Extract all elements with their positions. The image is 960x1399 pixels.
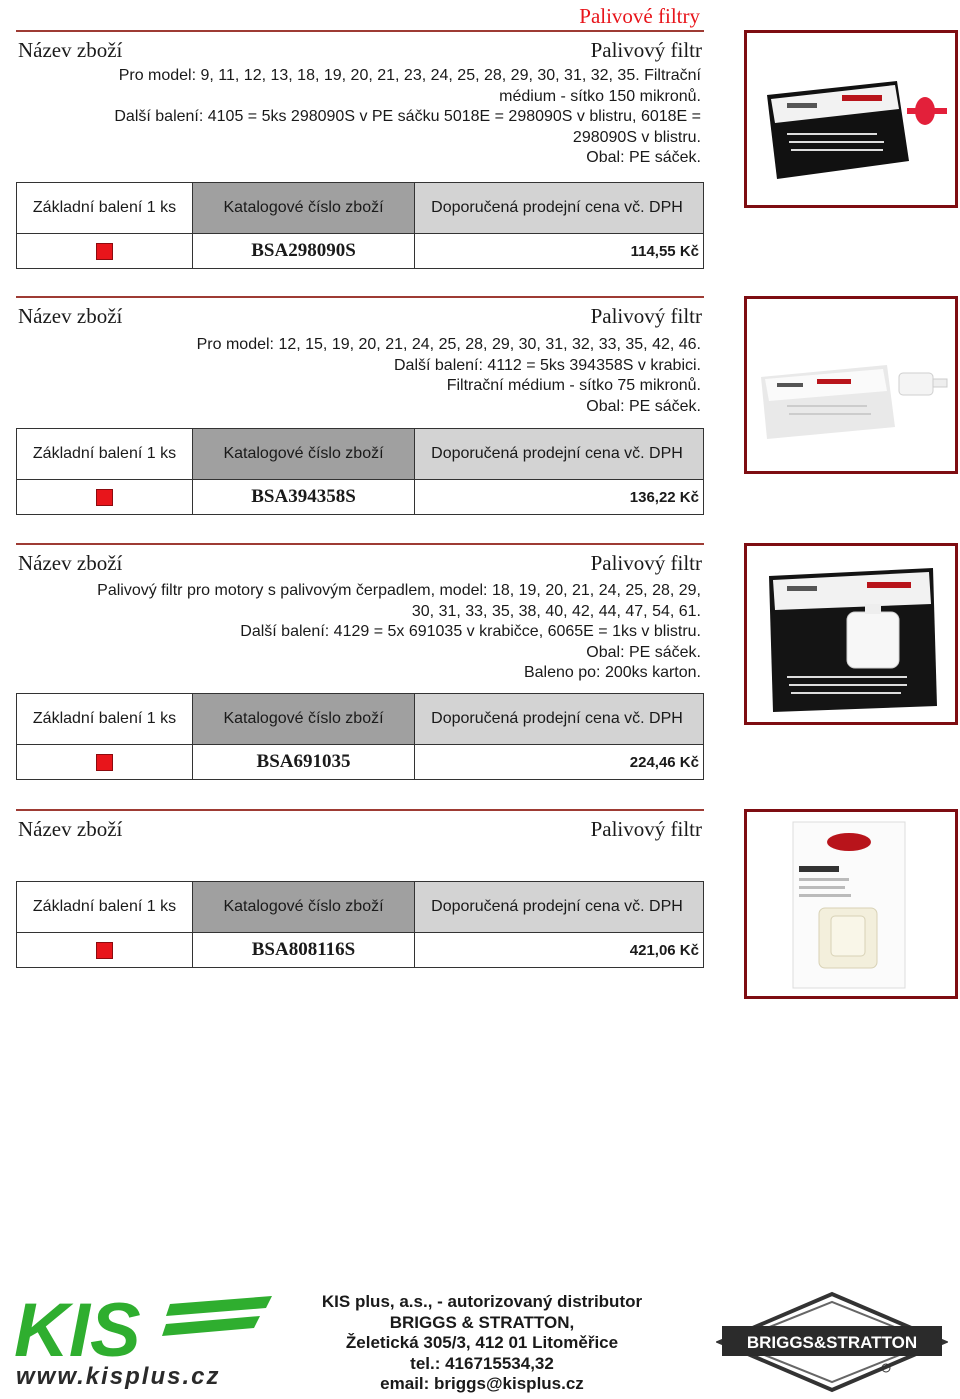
product-table — [16, 182, 704, 269]
product-photo-3 — [744, 543, 958, 725]
kis-logo — [10, 1290, 280, 1390]
product-table — [16, 881, 704, 968]
pack-header: Základní balení 1 ks — [17, 183, 193, 233]
product-description: Pro model: 12, 15, 19, 20, 21, 24, 25, 28, 29, 30, 31, 32, 33, 35, 42, 46. Další balení: 4112 = 5ks 394358S v krabici. Filtrační médium - sítko 75 mikronů. Obal: PE sáček. — [196, 336, 701, 415]
price-value: 114,55 Kč — [630, 242, 699, 260]
price-value: 224,46 Kč — [629, 753, 699, 771]
briggs-stratton-logo — [716, 1290, 948, 1394]
name-label: Název zboží — [18, 817, 123, 841]
catalog-header: Katalogové číslo zboží — [193, 183, 415, 233]
product-card-3 — [16, 543, 704, 772]
product-photo-4 — [744, 809, 958, 999]
order-checkbox[interactable] — [96, 942, 113, 959]
product-card-2 — [16, 296, 704, 507]
kis-logo-text: KIS — [14, 1290, 141, 1373]
name-label: Název zboží — [18, 38, 123, 62]
product-title: Palivový filtr — [590, 817, 702, 841]
product-title: Palivový filtr — [590, 551, 702, 575]
briggs-stratton-logo-icon — [716, 1290, 948, 1394]
order-checkbox[interactable] — [96, 754, 113, 771]
product-title: Palivový filtr — [590, 38, 702, 62]
name-label: Název zboží — [18, 304, 123, 328]
pack-header: Základní balení 1 ks — [17, 694, 193, 744]
product-photo-1 — [744, 30, 958, 208]
name-label: Název zboží — [18, 551, 123, 575]
product-table — [16, 428, 704, 515]
catalog-header: Katalogové číslo zboží — [193, 882, 415, 932]
company-email[interactable]: email: briggs@kisplus.cz — [380, 1374, 584, 1393]
price-header: Doporučená prodejní cena vč. DPH — [415, 429, 703, 479]
order-checkbox[interactable] — [96, 489, 113, 506]
catalog-number: BSA298090S — [193, 234, 415, 268]
product-table — [16, 693, 704, 780]
product-card-1 — [16, 30, 704, 261]
catalog-number: BSA808116S — [193, 933, 415, 967]
price-header: Doporučená prodejní cena vč. DPH — [415, 694, 703, 744]
price-value: 421,06 Kč — [629, 941, 699, 959]
pack-header: Základní balení 1 ks — [17, 429, 193, 479]
fuel-filter-bag-image — [747, 546, 955, 722]
catalog-number: BSA691035 — [193, 745, 415, 779]
page-category: Palivové filtry — [579, 4, 700, 28]
product-description: Palivový filtr pro motory s palivovým čerpadlem, model: 18, 19, 20, 21, 24, 25, 28, 29, 30, 31, 33, 35, 38, 40, 42, 44, 47, 54, 61. Další balení: 4129 = 5x 691035 v krabičce, 6065E = 1ks v blistru. Obal: PE sáček. Baleno po: 200ks karton. — [97, 582, 701, 681]
product-title: Palivový filtr — [590, 304, 702, 328]
fuel-filter-bag-image — [747, 299, 955, 471]
price-header: Doporučená prodejní cena vč. DPH — [415, 183, 703, 233]
catalog-header: Katalogové číslo zboží — [193, 694, 415, 744]
product-photo-2 — [744, 296, 958, 474]
price-header: Doporučená prodejní cena vč. DPH — [415, 882, 703, 932]
product-description: Pro model: 9, 11, 12, 13, 18, 19, 20, 21, 23, 24, 25, 28, 29, 30, 31, 32, 35. Filtrační médium - sítko 150 mikronů. Další balení: 4105 = 5ks 298090S v PE sáčku 5018E = 298090S v blistru, 6018E = 298090S v blistru. Obal: PE sáček. — [114, 67, 701, 166]
fuel-filter-blister-image — [747, 812, 955, 996]
product-card-4 — [16, 809, 704, 960]
price-value: 136,22 Kč — [629, 488, 699, 506]
company-info: KIS plus, a.s., - autorizovaný distributor BRIGGS & STRATTON, Želetická 305/3, 412 01 Litoměřice tel.: 416715534,32 email: briggs@kisplus.cz — [282, 1292, 682, 1395]
order-checkbox[interactable] — [96, 243, 113, 260]
pack-header: Základní balení 1 ks — [17, 882, 193, 932]
catalog-header: Katalogové číslo zboží — [193, 429, 415, 479]
kis-url: www.kisplus.cz — [16, 1363, 221, 1390]
bs-logo-text: BRIGGS&STRATTON — [746, 1333, 918, 1352]
fuel-filter-bag-image — [747, 33, 955, 205]
kis-logo-icon — [10, 1290, 280, 1390]
catalog-number: BSA394358S — [193, 480, 415, 514]
